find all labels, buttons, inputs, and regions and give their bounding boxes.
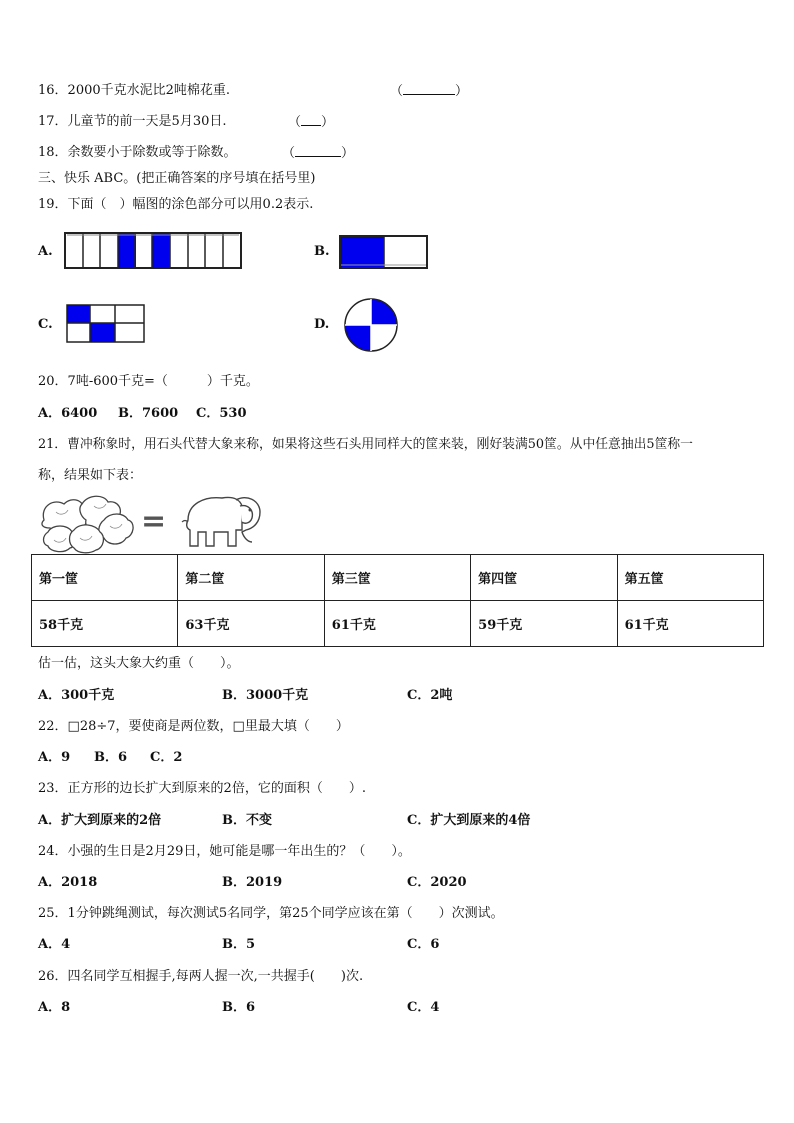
q24-option-b[interactable]: B．2019 — [222, 875, 283, 890]
answer-paren-16[interactable] — [390, 82, 468, 101]
question-18 — [38, 144, 237, 162]
table-header-cell: 第四筐 — [471, 555, 617, 601]
question-16 — [38, 82, 230, 100]
q25-option-b[interactable]: B．5 — [222, 937, 256, 952]
q24-option-a[interactable]: A．2018 — [38, 875, 98, 890]
q24-option-c[interactable]: C．2020 — [407, 875, 467, 890]
q21-option-b[interactable]: B．3000千克 — [222, 688, 309, 703]
question-21-text-line1: 21．曹冲称象时，用石头代替大象来称，如果将这些石头用同样大的筐来装，刚好装满50筐。从中任意抽出5筐称一 — [38, 437, 693, 452]
table-cell: 59千克 — [471, 601, 617, 647]
q20-option-c[interactable]: C．530 — [196, 406, 247, 421]
table-header-cell: 第三筐 — [324, 555, 470, 601]
equals-sign: = — [141, 504, 167, 539]
table-row — [32, 601, 764, 647]
table-cell: 61千克 — [324, 601, 470, 647]
answer-paren-18[interactable] — [282, 144, 354, 163]
q22-option-c[interactable]: C．2 — [150, 750, 183, 765]
paren-right: ） — [455, 84, 469, 99]
q21-option-c[interactable]: C．2吨 — [407, 688, 453, 703]
figure-d-circle — [344, 296, 398, 354]
figure-a-strip — [64, 231, 244, 271]
q23-option-a[interactable]: A．扩大到原来的2倍 — [38, 813, 162, 828]
stones-illustration — [38, 492, 138, 554]
q25-option-a[interactable]: A．4 — [38, 937, 71, 952]
question-16-text: 16．2000千克水泥比2吨棉花重. — [38, 83, 231, 98]
option-c-label[interactable]: C. — [38, 317, 53, 332]
q21-option-a[interactable]: A．300千克 — [38, 688, 115, 703]
q22-option-a[interactable]: A．9 — [38, 750, 71, 765]
paren-left: （ — [282, 146, 296, 161]
section-3-heading: 三、快乐 ABC。(把正确答案的序号填在括号里) — [38, 171, 316, 186]
weights-table — [31, 554, 764, 647]
question-25-text: 25．1分钟跳绳测试，每次测试5名同学，第25个同学应该在第（ ）次测试。 — [38, 906, 504, 921]
question-21-text-line2: 称，结果如下表： — [38, 468, 143, 483]
answer-paren-17[interactable] — [288, 113, 334, 132]
question-22-text: 22．□28÷7，要使商是两位数，□里最大填（ ） — [38, 719, 349, 734]
q20-option-a[interactable]: A．6400 — [38, 406, 98, 421]
table-header-cell: 第二筐 — [178, 555, 324, 601]
table-cell: 61千克 — [617, 601, 763, 647]
q26-option-c[interactable]: C．4 — [407, 1000, 440, 1015]
question-18-text: 18．余数要小于除数或等于除数。 — [38, 145, 237, 160]
paren-right: ） — [341, 146, 355, 161]
answer-blank[interactable] — [295, 144, 341, 157]
q26-option-b[interactable]: B．6 — [222, 1000, 256, 1015]
question-19-text: 19．下面（ ）幅图的涂色部分可以用0.2表示. — [38, 197, 314, 212]
answer-blank[interactable] — [403, 82, 455, 95]
option-a-label[interactable]: A. — [38, 244, 53, 259]
figure-b-bar — [339, 234, 429, 270]
table-cell: 58千克 — [32, 601, 178, 647]
question-17 — [38, 113, 227, 131]
question-24-text: 24．小强的生日是2月29日，她可能是哪一年出生的？（ ）。 — [38, 844, 411, 859]
q22-option-b[interactable]: B．6 — [94, 750, 128, 765]
question-23-text: 23．正方形的边长扩大到原来的2倍，它的面积（ ）. — [38, 781, 366, 796]
answer-blank[interactable] — [301, 113, 321, 126]
paren-left: （ — [390, 84, 404, 99]
question-20-text: 20．7吨-600千克=（ ）千克。 — [38, 374, 259, 389]
q25-option-c[interactable]: C．6 — [407, 937, 440, 952]
elephant-illustration — [178, 490, 264, 552]
paren-right: ） — [321, 115, 335, 130]
q23-option-b[interactable]: B．不变 — [222, 813, 272, 828]
table-header-cell: 第五筐 — [617, 555, 763, 601]
question-26-text: 26．四名同学互相握手,每两人握一次,一共握手( )次. — [38, 969, 364, 984]
question-17-text: 17．儿童节的前一天是5月30日. — [38, 114, 227, 129]
table-header-row — [32, 555, 764, 601]
q26-option-a[interactable]: A．8 — [38, 1000, 71, 1015]
q20-option-b[interactable]: B．7600 — [118, 406, 179, 421]
table-cell: 63千克 — [178, 601, 324, 647]
question-21-estimate: 估一估，这头大象大约重（ ）。 — [38, 656, 240, 671]
figure-c-grid — [66, 304, 146, 344]
option-d-label[interactable]: D. — [314, 317, 330, 332]
q23-option-c[interactable]: C．扩大到原来的4倍 — [407, 813, 531, 828]
table-header-cell: 第一筐 — [32, 555, 178, 601]
paren-left: （ — [288, 115, 302, 130]
option-b-label[interactable]: B. — [314, 244, 330, 259]
